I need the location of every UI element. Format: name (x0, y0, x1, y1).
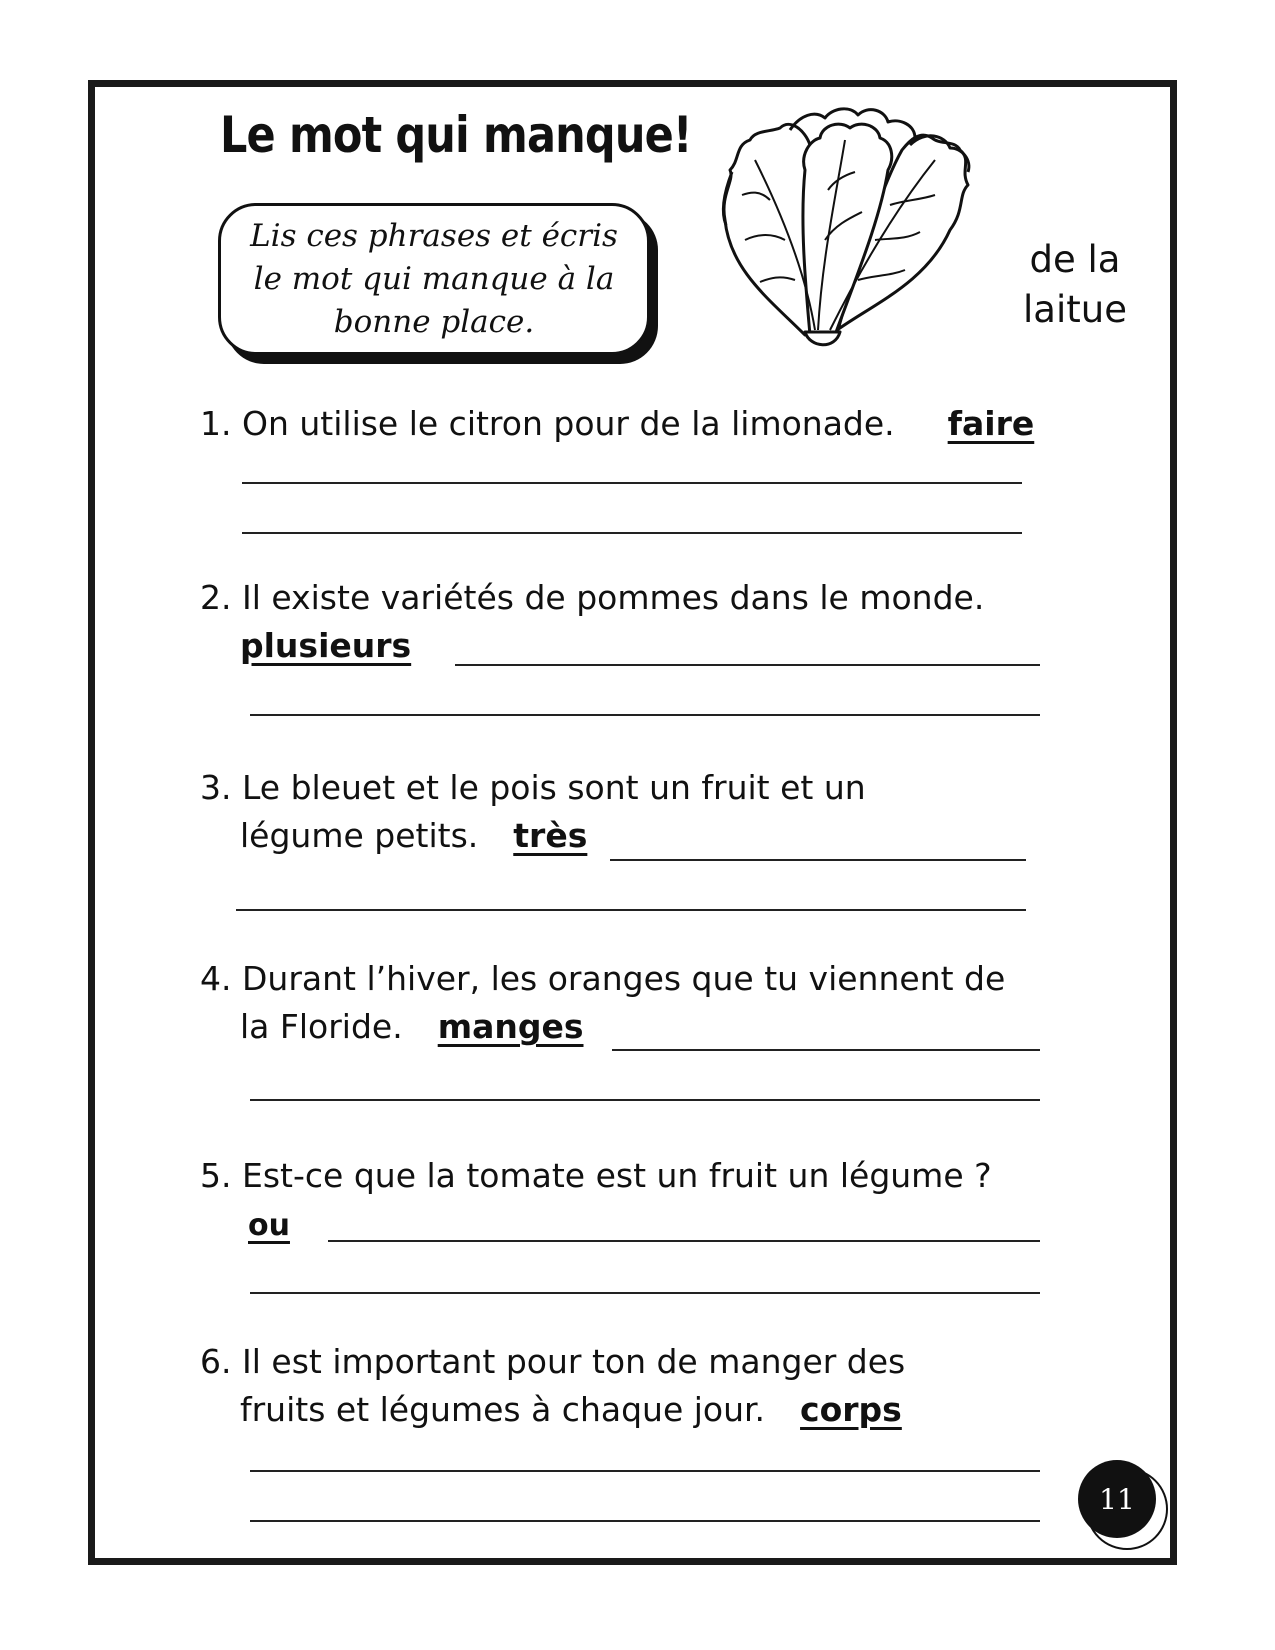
keyword: plusieurs (240, 626, 412, 665)
answer-line[interactable] (610, 859, 1026, 861)
question-5 (200, 1152, 992, 1250)
vocab-line-2: laitue (1023, 288, 1127, 331)
question-number: 3. (200, 768, 232, 807)
question-text: Il est important pour ton de manger des (242, 1342, 906, 1381)
answer-line[interactable] (455, 664, 1040, 666)
answer-line[interactable] (250, 1470, 1040, 1472)
question-text: Durant l’hiver, les oranges que tu viennent de (242, 959, 1006, 998)
lettuce-icon (710, 100, 1010, 355)
question-text: Est-ce que la tomate est un fruit un légume ? (242, 1156, 992, 1195)
answer-line[interactable] (250, 1520, 1040, 1522)
answer-line[interactable] (328, 1240, 1040, 1242)
page-title: Le mot qui manque! (220, 106, 692, 164)
question-number: 5. (200, 1156, 232, 1195)
vocab-line-1: de la (1029, 238, 1121, 281)
question-3 (200, 764, 866, 860)
keyword: corps (800, 1390, 902, 1429)
vocab-label (1010, 235, 1140, 335)
instructions-box (218, 203, 650, 355)
question-text-line-2: fruits et légumes à chaque jour. (240, 1390, 766, 1429)
question-number: 6. (200, 1342, 232, 1381)
answer-line[interactable] (250, 1292, 1040, 1294)
keyword: faire (947, 404, 1035, 443)
question-text: Le bleuet et le pois sont un fruit et un (242, 768, 866, 807)
question-text-line-2: légume petits. (240, 816, 479, 855)
question-1 (200, 400, 1034, 448)
question-4 (200, 955, 1005, 1051)
keyword: ou (248, 1208, 290, 1243)
answer-line[interactable] (242, 482, 1022, 484)
question-text-line-2: la Floride. (240, 1007, 403, 1046)
answer-line[interactable] (612, 1049, 1040, 1051)
answer-line[interactable] (250, 1099, 1040, 1101)
question-2 (200, 574, 984, 670)
answer-line[interactable] (250, 714, 1040, 716)
question-6 (200, 1338, 905, 1434)
keyword: manges (437, 1007, 584, 1046)
question-number: 1. (200, 404, 232, 443)
keyword: très (513, 816, 588, 855)
question-number: 2. (200, 578, 232, 617)
question-number: 4. (200, 959, 232, 998)
instructions-text: Lis ces phrases et écris le mot qui manque à la bonne place. (250, 217, 618, 340)
question-text: Il existe variétés de pommes dans le monde. (242, 578, 985, 617)
answer-line[interactable] (242, 532, 1022, 534)
question-text: On utilise le citron pour de la limonade. (242, 404, 895, 443)
answer-line[interactable] (236, 909, 1026, 911)
page-number: 11 (1078, 1460, 1156, 1538)
